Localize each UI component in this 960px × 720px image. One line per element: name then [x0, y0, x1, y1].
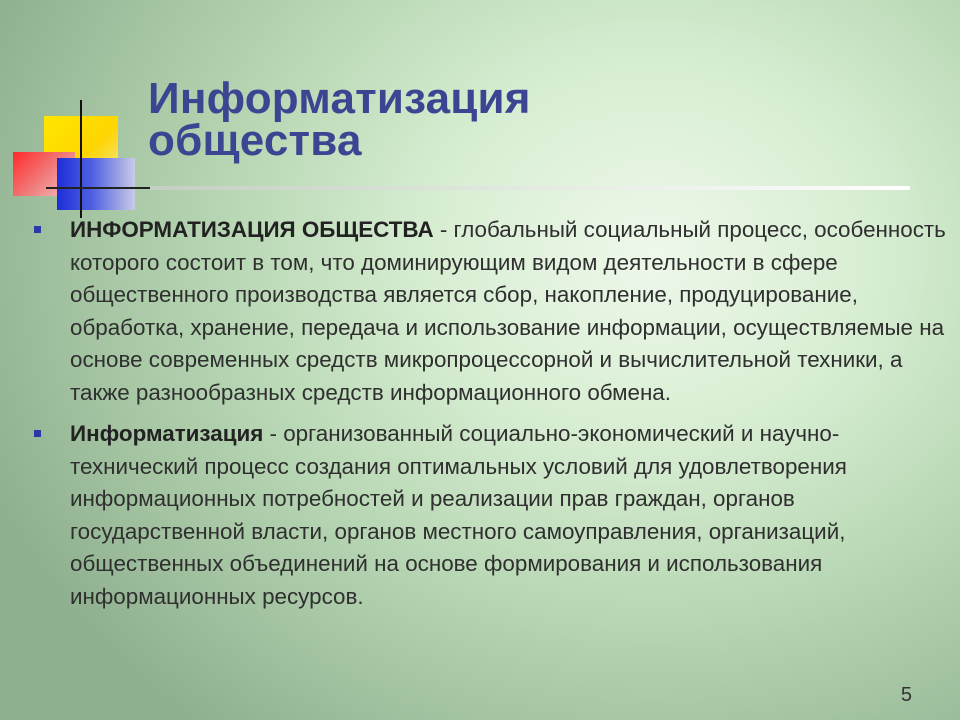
- vertical-rule: [80, 100, 82, 218]
- horizontal-rule-dark: [46, 187, 166, 189]
- square-bullet-icon: [34, 430, 41, 437]
- decorative-squares: [0, 0, 160, 220]
- bullet-text: - глобальный социальный процесс, особенность которого состоит в том, что доминирующим видом деятельности в сфере общественного производства является сбор, накопление, продуцирование, обработка, хранение, передача и использование информации, осуществляемые на основе современных средств микропроцессорной и вычислительной техники, а также разнообразных средств информационного обмена.: [70, 217, 946, 405]
- bullet-item: [34, 418, 954, 613]
- bullet-list: [34, 214, 954, 622]
- square-bullet-icon: [34, 226, 41, 233]
- page-number: 5: [900, 684, 912, 706]
- title-line-1: Информатизация: [148, 74, 531, 123]
- bullet-item: [34, 214, 954, 409]
- bullet-text: - организованный социально-экономический и научно-технический процесс создания оптимальных условий для удовлетворения информационных потребностей и реализации прав граждан, органов государственной власти, органов местного самоуправления, организаций, общественных объединений на основе формирования и использования информационных ресурсов.: [70, 421, 847, 609]
- slide-title: [148, 74, 531, 165]
- title-underline: [150, 186, 910, 190]
- blue-square: [57, 158, 135, 210]
- bullet-term: Информатизация: [70, 421, 264, 446]
- title-line-2: общества: [148, 116, 362, 165]
- bullet-term: ИНФОРМАТИЗАЦИЯ ОБЩЕСТВА: [70, 217, 434, 242]
